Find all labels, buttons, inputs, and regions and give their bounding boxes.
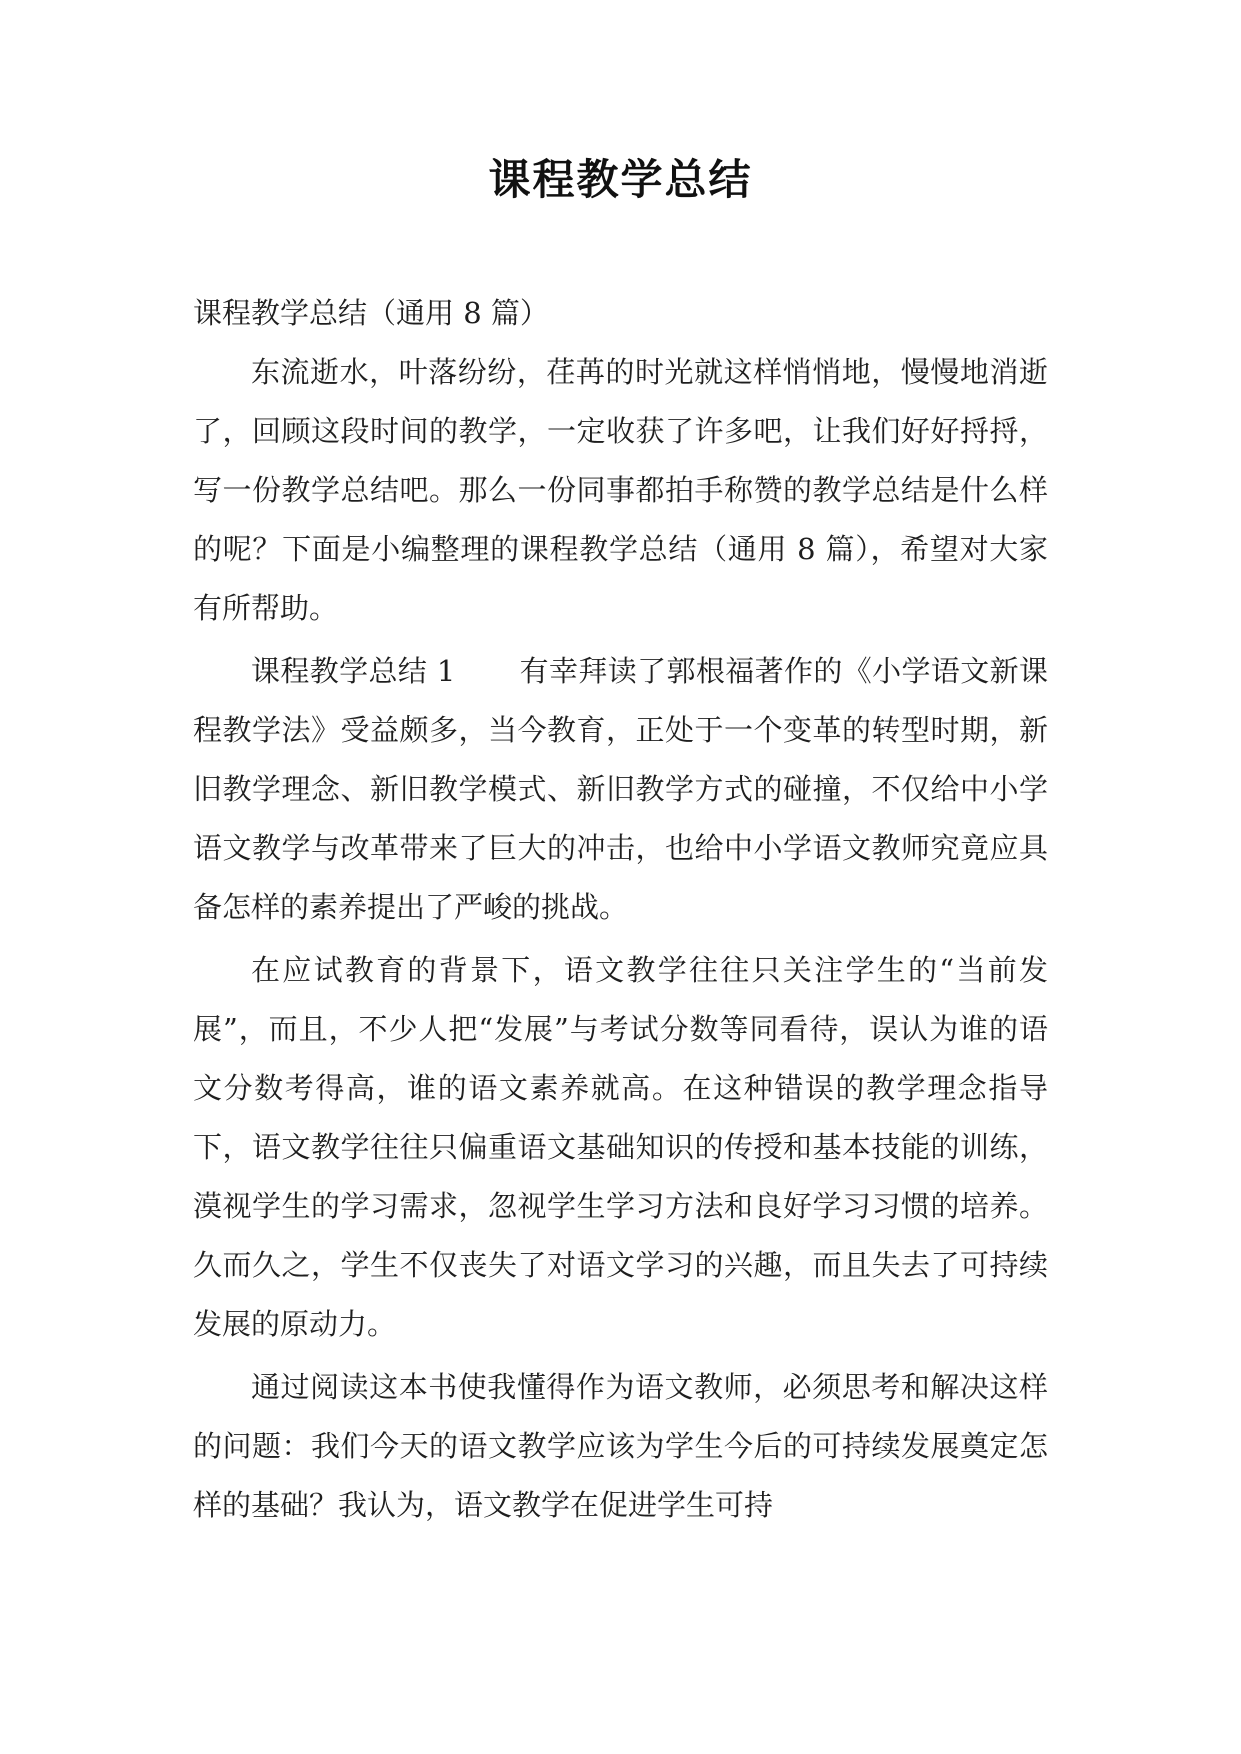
document-subtitle: 课程教学总结（通用 8 篇） (193, 296, 549, 330)
document-title: 课程教学总结 (488, 155, 753, 204)
intro-paragraph: 东流逝水，叶落纷纷，荏苒的时光就这样悄悄地，慢慢地消逝了，回顾这段时间的教学，一定收获了许多吧，让我们好好捋捋，写一份教学总结吧。那么一份同事都拍手称赞的教学总结是什么样的呢？下面是小编整理的课程教学总结（通用 8 篇），希望对大家有所帮助。 (193, 355, 1048, 625)
body-paragraph-reading-reflection: 通过阅读这本书使我懂得作为语文教师，必须思考和解决这样的问题：我们今天的语文教学应该为学生今后的可持续发展奠定怎样的基础？我认为，语文教学在促进学生可持 (193, 1370, 1048, 1522)
section-1-paragraph (193, 642, 1048, 937)
body-paragraph-exam-education: 在应试教育的背景下，语文教学往往只关注学生的“当前发展”，而且，不少人把“发展”与考试分数等同看待，误认为谁的语文分数考得高，谁的语文素养就高。在这种错误的教学理念指导下，语文教学往往只偏重语文基础知识的传授和基本技能的训练，漠视学生的学习需求，忽视学生学习方法和良好学习习惯的培养。久而久之，学生不仅丧失了对语文学习的兴趣，而且失去了可持续发展的原动力。 (193, 953, 1048, 1341)
section-1-text: 有幸拜读了郭根福著作的《小学语文新课程教学法》受益颇多，当今教育，正处于一个变革的转型时期，新旧教学理念、新旧教学模式、新旧教学方式的碰撞，不仅给中小学语文教学与改革带来了巨大的冲击，也给中小学语文教师究竟应具备怎样的素养提出了严峻的挑战。 (193, 654, 1048, 924)
section-1-label: 课程教学总结 1 (251, 654, 456, 688)
document-body (193, 284, 1048, 1535)
